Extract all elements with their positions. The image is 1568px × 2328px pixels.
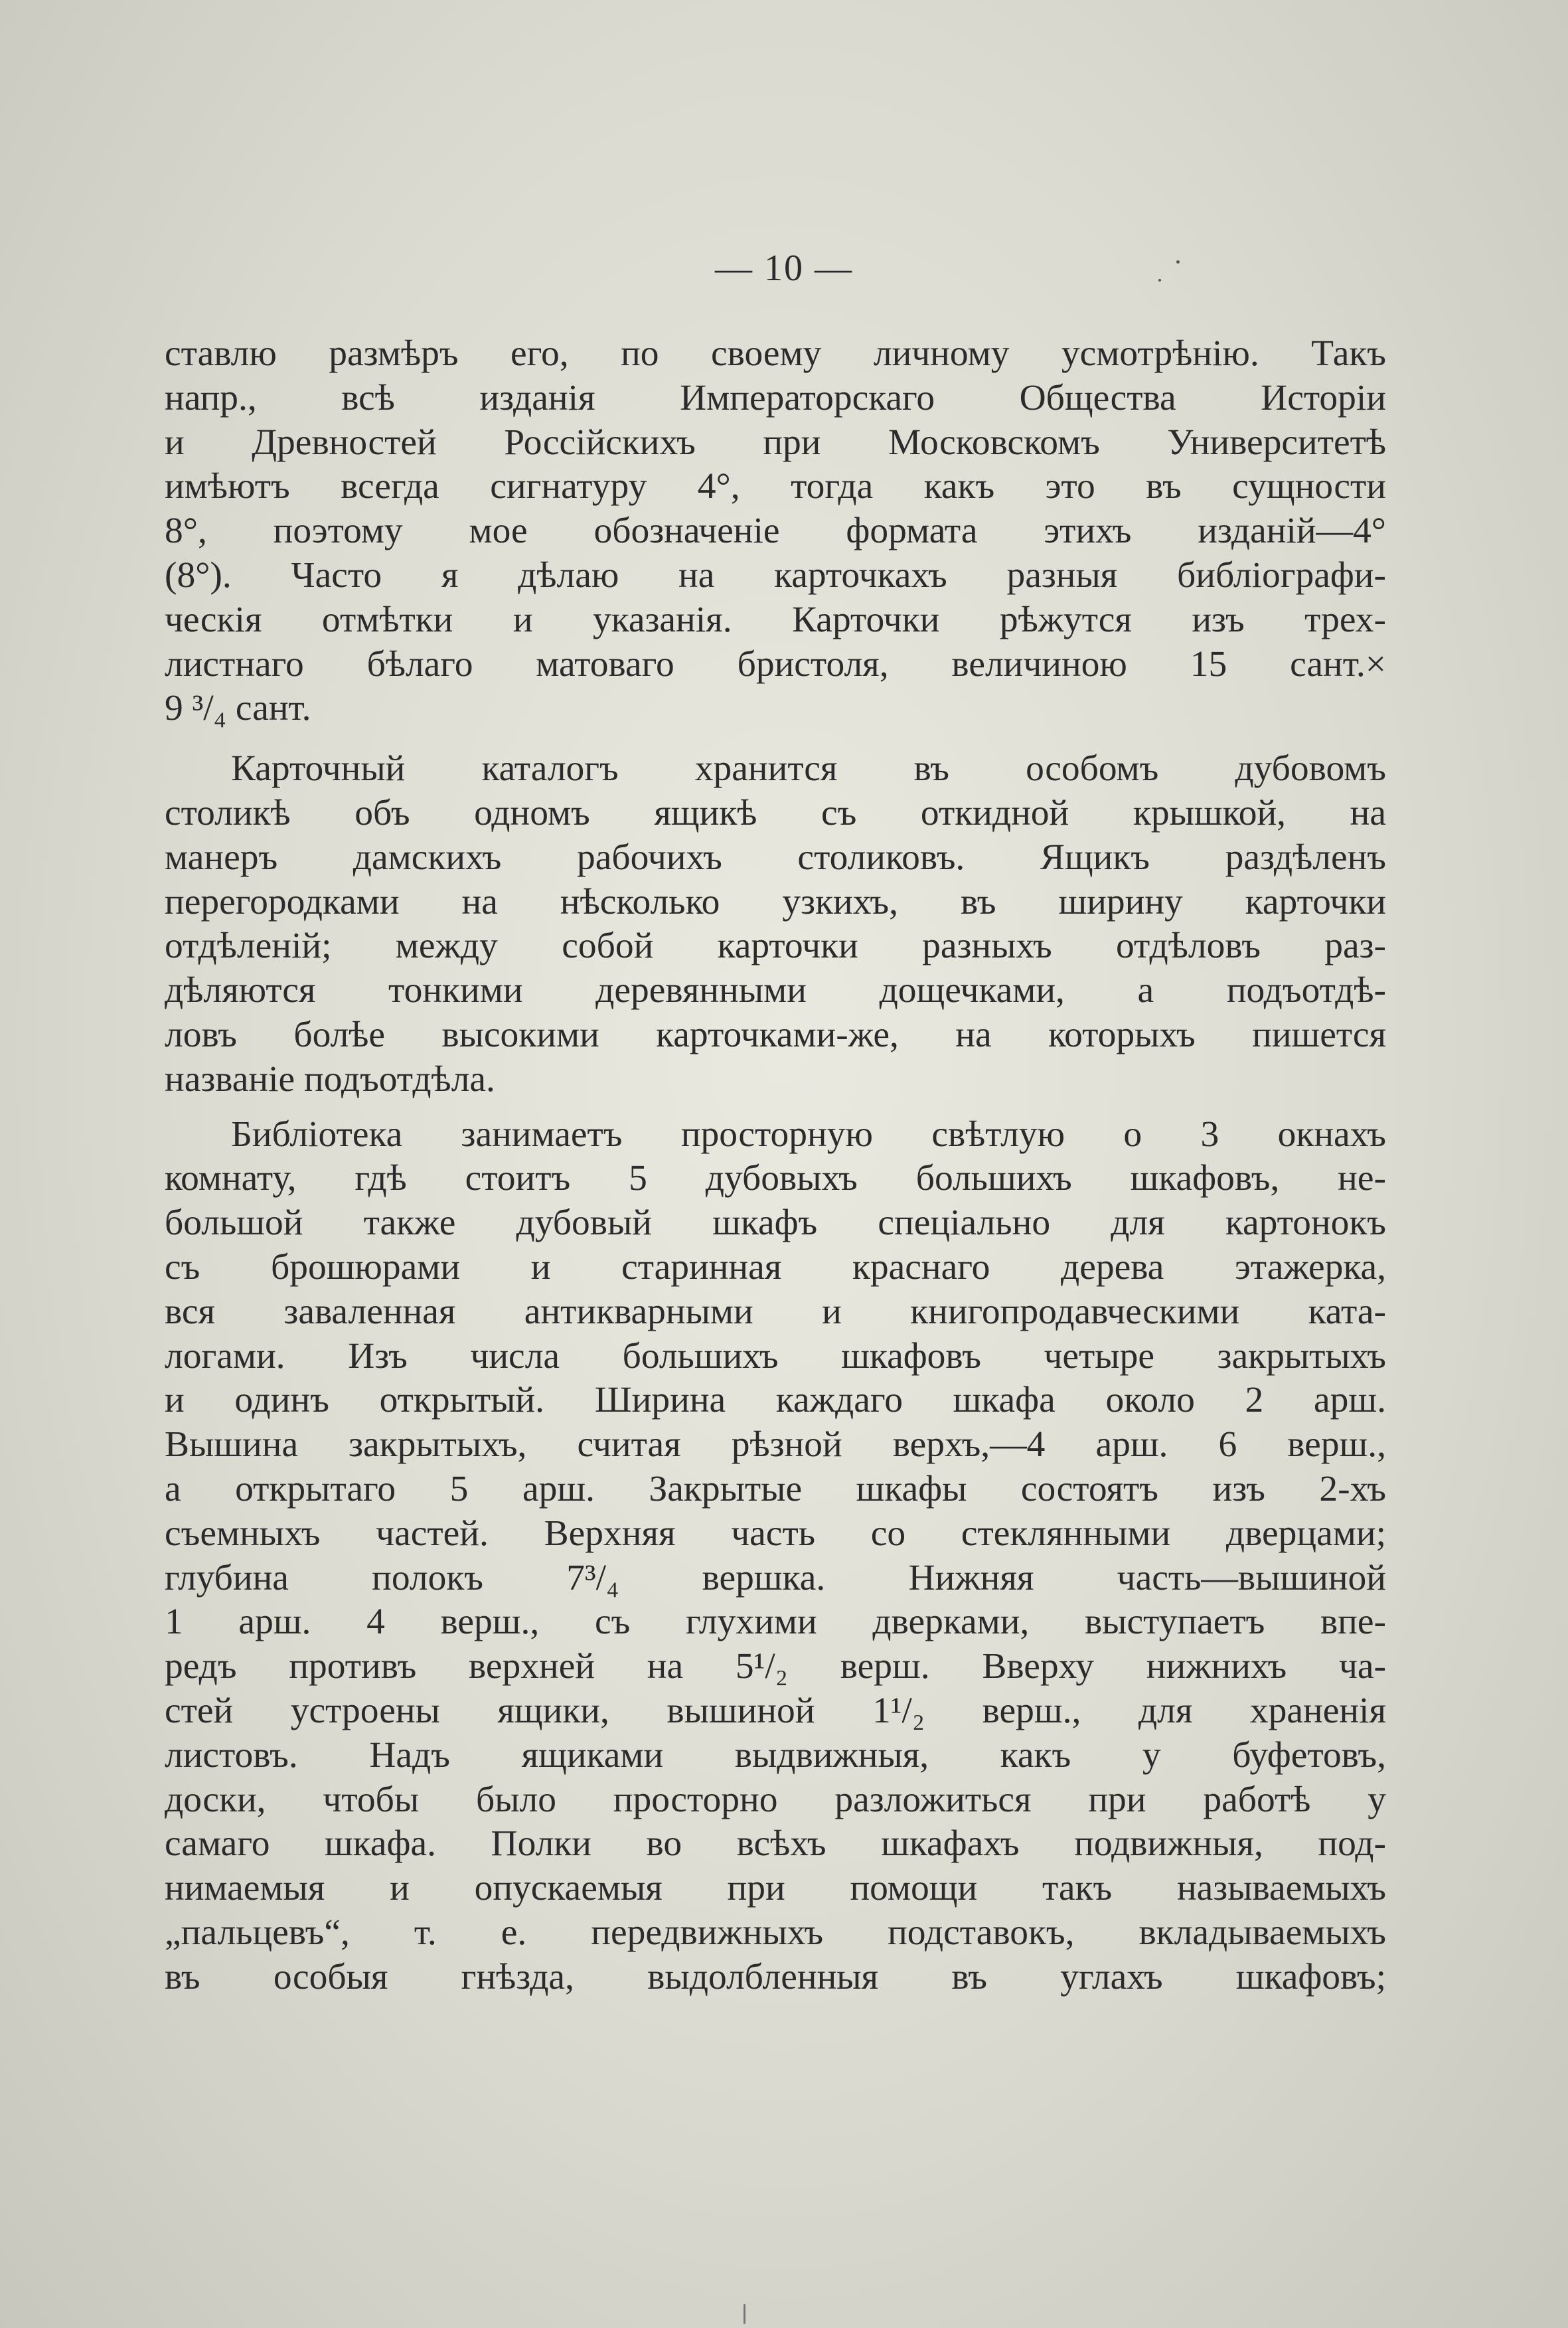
text-line: нимаемыя и опускаемыя при помощи такъ называемыхъ [165,1868,1386,1909]
text-line: напр., всѣ изданія Императорскаго Общества Исторіи [165,377,1386,418]
text-line: столикѣ объ одномъ ящикѣ съ откидной крышкой, на [165,792,1386,833]
text-line: манеръ дамскихъ рабочихъ столиковъ. Ящикъ раздѣленъ [165,837,1386,878]
text-line: 9 ³/₄ сант. [165,688,311,729]
text-line: Вышина закрытыхъ, считая рѣзной верхъ,—4 арш. 6 верш., [165,1424,1386,1465]
text-line: съемныхъ частей. Верхняя часть со стеклянными дверцами; [165,1513,1386,1554]
text-line: Библіотека занимаетъ просторную свѣтлую о 3 окнахъ [231,1114,1386,1155]
text-line: въ особыя гнѣзда, выдолбленныя въ углахъ шкафовъ; [165,1956,1386,1997]
text-line: доски, чтобы было просторно разложиться при работѣ у [165,1779,1386,1820]
text-line: листнаго бѣлаго матоваго бристоля, величиною 15 сант.× [165,643,1386,685]
paragraph-2 [165,747,1386,1102]
text-line: большой также дубовый шкафъ спеціально для картонокъ [165,1203,1386,1244]
paper-speck [1176,260,1180,264]
page-number: — 10 — [715,248,853,289]
text-line: и Древностей Россійскихъ при Московскомъ Университетѣ [165,422,1386,463]
text-line: листовъ. Надъ ящиками выдвижныя, какъ у буфетовъ, [165,1734,1386,1776]
paper-speck [1158,279,1161,282]
text-line: ставлю размѣръ его, по своему личному усмотрѣнію. Такъ [165,333,1386,374]
text-line: комнату, гдѣ стоитъ 5 дубовыхъ большихъ шкафовъ, не- [165,1158,1386,1199]
body-text [165,332,1386,1999]
text-line: стей устроены ящики, вышиной 1¹/₂ верш., для храненія [165,1690,1386,1731]
paragraph-3 [165,1113,1386,2000]
text-line: ловъ болѣе высокими карточками-же, на которыхъ пишется [165,1014,1386,1055]
text-line: съ брошюрами и старинная краснаго дерева этажерка, [165,1246,1386,1288]
text-line: дѣляются тонкими деревянными дощечками, а подъотдѣ- [165,970,1386,1011]
text-line: а открытаго 5 арш. Закрытые шкафы состоятъ изъ 2-хъ [165,1468,1386,1509]
text-line: и одинъ открытый. Ширина каждаго шкафа около 2 арш. [165,1380,1386,1421]
text-line: редъ противъ верхней на 5¹/₂ верш. Вверху нижнихъ ча- [165,1646,1386,1687]
paper-speck [744,2304,745,2324]
text-line: логами. Изъ числа большихъ шкафовъ четыре закрытыхъ [165,1335,1386,1376]
text-line: (8°). Часто я дѣлаю на карточкахъ разныя библіографи- [165,554,1386,596]
text-line: глубина полокъ 7³/₄ вершка. Нижняя часть—вышиной [165,1557,1386,1598]
text-line: перегородками на нѣсколько узкихъ, въ ширину карточки [165,881,1386,922]
text-line: самаго шкафа. Полки во всѣхъ шкафахъ подвижныя, под- [165,1823,1386,1865]
text-line: вся заваленная антикварными и книгопродавческими ката- [165,1291,1386,1332]
text-line: „пальцевъ“, т. е. передвижныхъ подставокъ, вкладываемыхъ [165,1912,1386,1953]
text-line: 1 арш. 4 верш., съ глухими дверками, выступаетъ впе- [165,1602,1386,1643]
text-line: 8°, поэтому мое обозначеніе формата этихъ изданій—4° [165,511,1386,552]
text-line: ческія отмѣтки и указанія. Карточки рѣжутся изъ трех- [165,599,1386,640]
text-line: имѣютъ всегда сигнатуру 4°, тогда какъ это въ сущности [165,466,1386,507]
text-line: отдѣленій; между собой карточки разныхъ отдѣловъ раз- [165,926,1386,967]
text-line: Карточный каталогъ хранится въ особомъ дубовомъ [231,748,1386,790]
paragraph-1 [165,332,1386,731]
text-line: названіе подъотдѣла. [165,1058,495,1100]
